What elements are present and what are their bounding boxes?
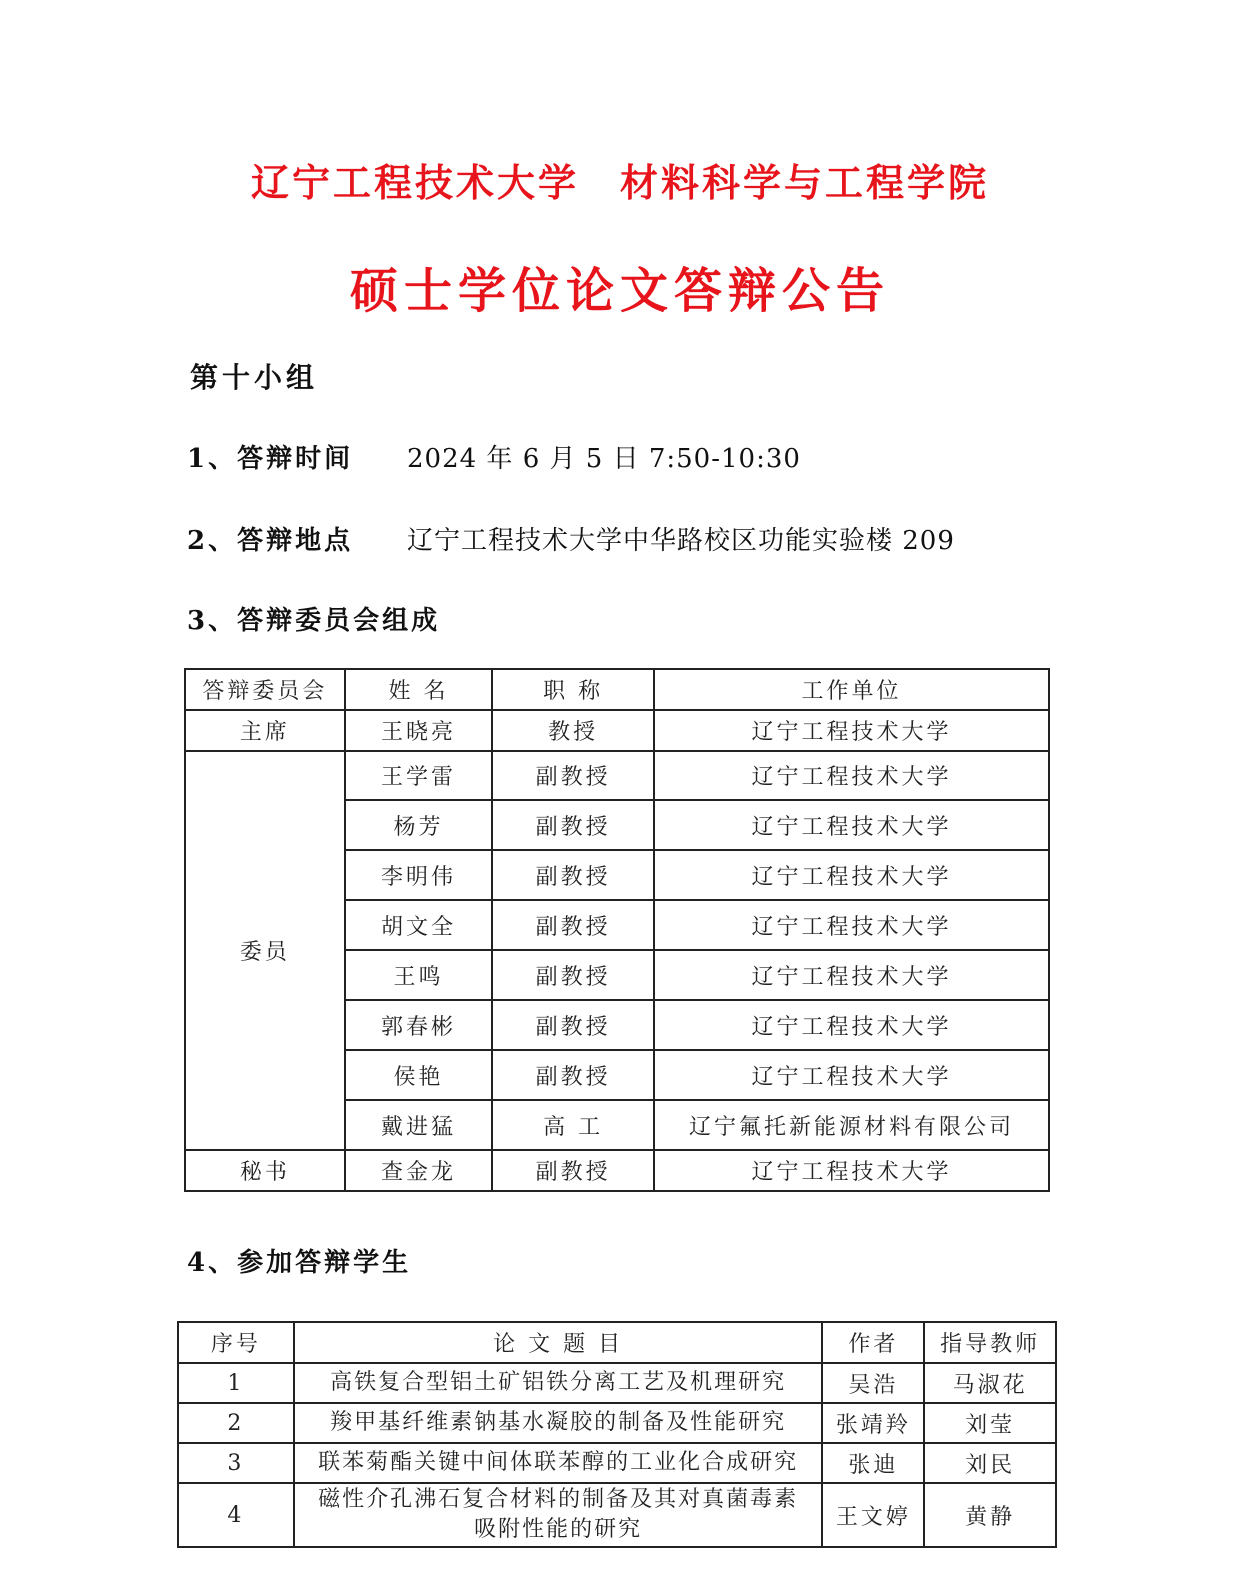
serial-cell: 1 — [178, 1363, 294, 1403]
name-cell: 王晓亮 — [345, 710, 493, 751]
thesis-title-line: 吸附性能的研究 — [474, 1517, 643, 1542]
group-heading: 第十小组 — [190, 361, 319, 394]
unit-cell: 辽宁工程技术大学 — [654, 1150, 1049, 1191]
unit-cell: 辽宁工程技术大学 — [654, 800, 1049, 850]
title-cell: 副教授 — [492, 1050, 654, 1100]
page-title-institution: 辽宁工程技术大学 材料科学与工程学院 — [250, 160, 989, 205]
committee-header-role: 答辩委员会 — [185, 669, 345, 710]
name-cell: 王鸣 — [345, 950, 493, 1000]
students-header-title: 论 文 题 目 — [294, 1322, 823, 1363]
page-title-announcement: 硕士学位论文答辩公告 — [349, 263, 890, 319]
name-cell: 李明伟 — [345, 850, 493, 900]
name-cell: 郭春彬 — [345, 1000, 493, 1050]
title-cell: 高 工 — [492, 1100, 654, 1150]
committee-header-name: 姓 名 — [345, 669, 493, 710]
serial-cell: 2 — [178, 1403, 294, 1443]
student-row — [178, 1443, 1056, 1483]
student-row — [178, 1363, 1056, 1403]
unit-cell: 辽宁工程技术大学 — [654, 850, 1049, 900]
student-row — [178, 1403, 1056, 1443]
defense-place — [187, 520, 955, 557]
name-cell: 胡文全 — [345, 900, 493, 950]
students-heading: 4、参加答辩学生 — [187, 1248, 412, 1278]
advisor-cell: 黄静 — [924, 1483, 1056, 1547]
defense-place-value: 辽宁工程技术大学中华路校区功能实验楼 209 — [407, 526, 955, 556]
title-cell: 副教授 — [492, 751, 654, 800]
thesis-title-cell — [294, 1483, 823, 1547]
committee-header-row — [185, 669, 1049, 710]
committee-chair-row — [185, 710, 1049, 751]
defense-time-label: 1、答辩时间 — [187, 444, 354, 474]
students-table — [177, 1321, 1057, 1548]
unit-cell: 辽宁工程技术大学 — [654, 751, 1049, 800]
author-cell: 王文婷 — [822, 1483, 924, 1547]
committee-secretary-row — [185, 1150, 1049, 1191]
students-header-advisor: 指导教师 — [924, 1322, 1056, 1363]
defense-time-value: 2024 年 6 月 5 日 7:50-10:30 — [407, 444, 801, 474]
committee-member-row — [185, 751, 1049, 800]
advisor-cell: 刘民 — [924, 1443, 1056, 1483]
serial-cell: 3 — [178, 1443, 294, 1483]
title-cell: 副教授 — [492, 1000, 654, 1050]
name-cell: 杨芳 — [345, 800, 493, 850]
title-cell: 副教授 — [492, 800, 654, 850]
students-header-author: 作者 — [822, 1322, 924, 1363]
name-cell: 戴进猛 — [345, 1100, 493, 1150]
committee-header-unit: 工作单位 — [654, 669, 1049, 710]
title-cell: 副教授 — [492, 1150, 654, 1191]
advisor-cell: 马淑花 — [924, 1363, 1056, 1403]
unit-cell: 辽宁工程技术大学 — [654, 900, 1049, 950]
students-header-row — [178, 1322, 1056, 1363]
name-cell: 查金龙 — [345, 1150, 493, 1191]
committee-table — [184, 668, 1050, 1192]
role-cell: 主席 — [185, 710, 345, 751]
serial-cell: 4 — [178, 1483, 294, 1547]
thesis-title-cell: 联苯菊酯关键中间体联苯醇的工业化合成研究 — [294, 1443, 823, 1483]
unit-cell: 辽宁工程技术大学 — [654, 1000, 1049, 1050]
thesis-title-cell: 羧甲基纤维素钠基水凝胶的制备及性能研究 — [294, 1403, 823, 1443]
unit-cell: 辽宁氟托新能源材料有限公司 — [654, 1100, 1049, 1150]
title-cell: 副教授 — [492, 950, 654, 1000]
unit-cell: 辽宁工程技术大学 — [654, 710, 1049, 751]
committee-heading: 3、答辩委员会组成 — [187, 606, 441, 636]
thesis-title-cell: 高铁复合型铝土矿铝铁分离工艺及机理研究 — [294, 1363, 823, 1403]
author-cell: 张靖羚 — [822, 1403, 924, 1443]
role-cell: 秘书 — [185, 1150, 345, 1191]
author-cell: 张迪 — [822, 1443, 924, 1483]
students-header-no: 序号 — [178, 1322, 294, 1363]
committee-header-title: 职 称 — [492, 669, 654, 710]
unit-cell: 辽宁工程技术大学 — [654, 1050, 1049, 1100]
student-row — [178, 1483, 1056, 1547]
title-cell: 副教授 — [492, 900, 654, 950]
thesis-title-line: 磁性介孔沸石复合材料的制备及其对真菌毒素 — [318, 1487, 799, 1512]
unit-cell: 辽宁工程技术大学 — [654, 950, 1049, 1000]
defense-time — [187, 438, 801, 475]
author-cell: 吴浩 — [822, 1363, 924, 1403]
name-cell: 王学雷 — [345, 751, 493, 800]
title-cell: 教授 — [492, 710, 654, 751]
role-cell: 委员 — [185, 751, 345, 1150]
defense-place-label: 2、答辩地点 — [187, 526, 354, 556]
title-cell: 副教授 — [492, 850, 654, 900]
name-cell: 侯艳 — [345, 1050, 493, 1100]
advisor-cell: 刘莹 — [924, 1403, 1056, 1443]
